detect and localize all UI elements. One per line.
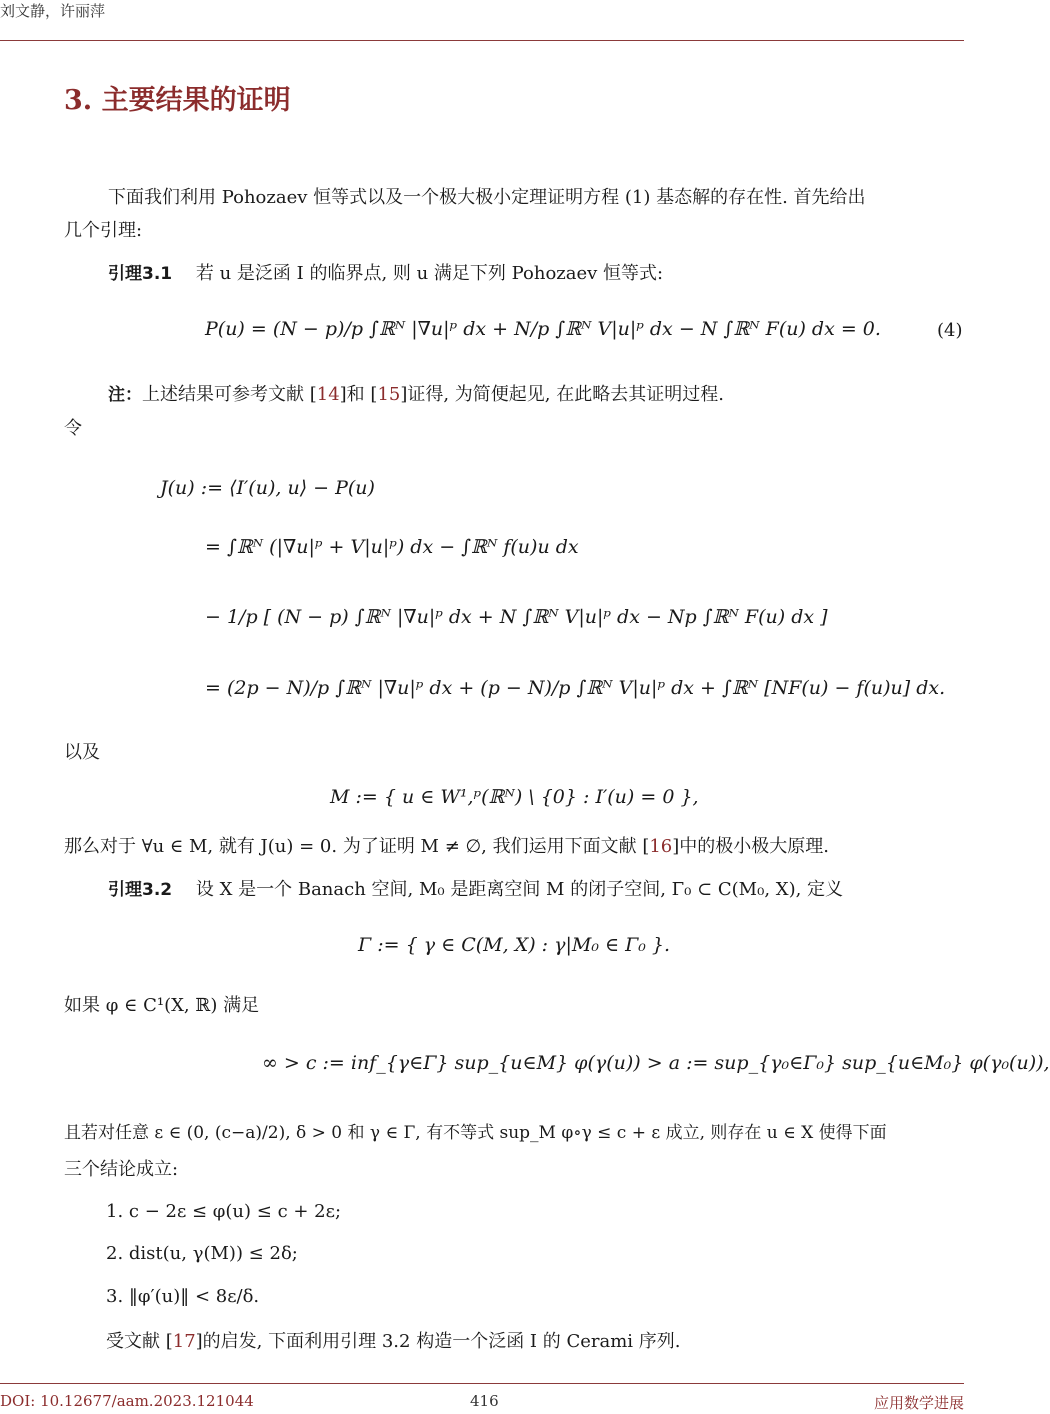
footer-journal-name: 应用数学进展: [873, 1394, 964, 1412]
gamma-set-definition: Γ := { γ ∈ C(M, X) : γ|M₀ ∈ Γ₀ }.: [358, 934, 671, 956]
m-set-definition: M := { u ∈ W¹,ᵖ(ℝᴺ) \ {0} : I′(u) = 0 },: [330, 786, 699, 808]
note-text-2: ]和 [: [339, 384, 378, 405]
pohozaev-identity-equation: P(u) = (N − p)/p ∫ℝᴺ |∇u|ᵖ dx + N/p ∫ℝᴺ V|u|ᵖ dx − N ∫ℝᴺ F(u) dx = 0.: [205, 318, 881, 340]
footer-rule: [0, 1383, 964, 1384]
yiji-word: 以及: [64, 742, 100, 763]
note-text-3: ]证得, 为简便起见, 在此略去其证明过程.: [400, 384, 724, 405]
note-label: 注：: [108, 385, 142, 405]
lemma-3-2-text: 设 X 是一个 Banach 空间, M₀ 是距离空间 M 的闭子空间, Γ₀ ⊂ C(M₀, X), 定义: [195, 879, 844, 900]
closing-text-2: ]的启发, 下面利用引理 3.2 构造一个泛函 I 的 Cerami 序列.: [195, 1331, 681, 1352]
running-header-authors: 刘文静，许丽萍: [0, 2, 106, 20]
j-def-line-4: = (2p − N)/p ∫ℝᴺ |∇u|ᵖ dx + (p − N)/p ∫ℝᴺ V|u|ᵖ dx + ∫ℝᴺ [NF(u) − f(u)u] dx.: [205, 677, 946, 699]
closing-paragraph: [106, 1327, 681, 1357]
after-m-text-2: ]中的极小极大原理.: [672, 836, 830, 857]
j-def-line-1: J(u) := ⟨I′(u), u⟩ − P(u): [160, 477, 375, 499]
after-m-paragraph: [64, 832, 829, 862]
intro-line-1: 下面我们利用 Pohozaev 恒等式以及一个极大极小定理证明方程 (1) 基态解的存在性. 首先给出: [108, 187, 866, 208]
footer-page-number: 416: [470, 1392, 499, 1410]
equation-number-4: (4): [937, 320, 963, 341]
lemma-3-1-label: 引理3.1: [108, 264, 173, 284]
after-m-text-1: 那么对于 ∀u ∈ M, 就有 J(u) = 0. 为了证明 M ≠ ∅, 我们运用下面文献 [: [64, 836, 650, 857]
reference-link-15[interactable]: 15: [377, 384, 401, 405]
condition-line-2: 三个结论成立:: [64, 1159, 179, 1180]
intro-line-2: 几个引理:: [64, 220, 143, 241]
condition-line-1: 且若对任意 ε ∈ (0, (c−a)/2), δ > 0 和 γ ∈ Γ, 有不等式 sup_M φ∘γ ≤ c + ε 成立, 则存在 u ∈ X 使得下面: [64, 1123, 887, 1143]
footer-doi[interactable]: DOI: 10.12677/aam.2023.121044: [0, 1392, 254, 1410]
lemma-3-1-text: 若 u 是泛函 I 的临界点, 则 u 满足下列 Pohozaev 恒等式:: [195, 263, 664, 284]
lemma-3-1: [108, 259, 663, 289]
ling-word: 令: [64, 418, 82, 439]
lemma-3-2: [108, 875, 843, 905]
reference-link-17[interactable]: 17: [172, 1331, 196, 1352]
conclusion-item-2: 2. dist(u, γ(M)) ≤ 2δ;: [106, 1243, 298, 1264]
note-paragraph: [108, 380, 724, 410]
conclusion-item-3: 3. ‖φ′(u)‖ < 8ε/δ.: [106, 1286, 260, 1307]
reference-link-14[interactable]: 14: [316, 384, 340, 405]
lemma-3-2-label: 引理3.2: [108, 880, 173, 900]
inf-sup-inequality: ∞ > c := inf_{γ∈Γ} sup_{u∈M} φ(γ(u)) > a := sup_{γ₀∈Γ₀} sup_{u∈M₀} φ(γ₀(u)),: [262, 1052, 1050, 1074]
j-def-line-3: − 1/p [ (N − p) ∫ℝᴺ |∇u|ᵖ dx + N ∫ℝᴺ V|u|ᵖ dx − Np ∫ℝᴺ F(u) dx ]: [205, 606, 828, 628]
if-phi-line: 如果 φ ∈ C¹(X, ℝ) 满足: [64, 995, 260, 1016]
conclusion-item-1: 1. c − 2ε ≤ φ(u) ≤ c + 2ε;: [106, 1201, 342, 1222]
closing-text-1: 受文献 [: [106, 1331, 173, 1352]
header-rule: [0, 40, 964, 41]
j-def-line-2: = ∫ℝᴺ (|∇u|ᵖ + V|u|ᵖ) dx − ∫ℝᴺ f(u)u dx: [205, 536, 579, 558]
section-title: 3. 主要结果的证明: [64, 85, 291, 116]
reference-link-16[interactable]: 16: [649, 836, 673, 857]
note-text-1: 上述结果可参考文献 [: [142, 384, 317, 405]
